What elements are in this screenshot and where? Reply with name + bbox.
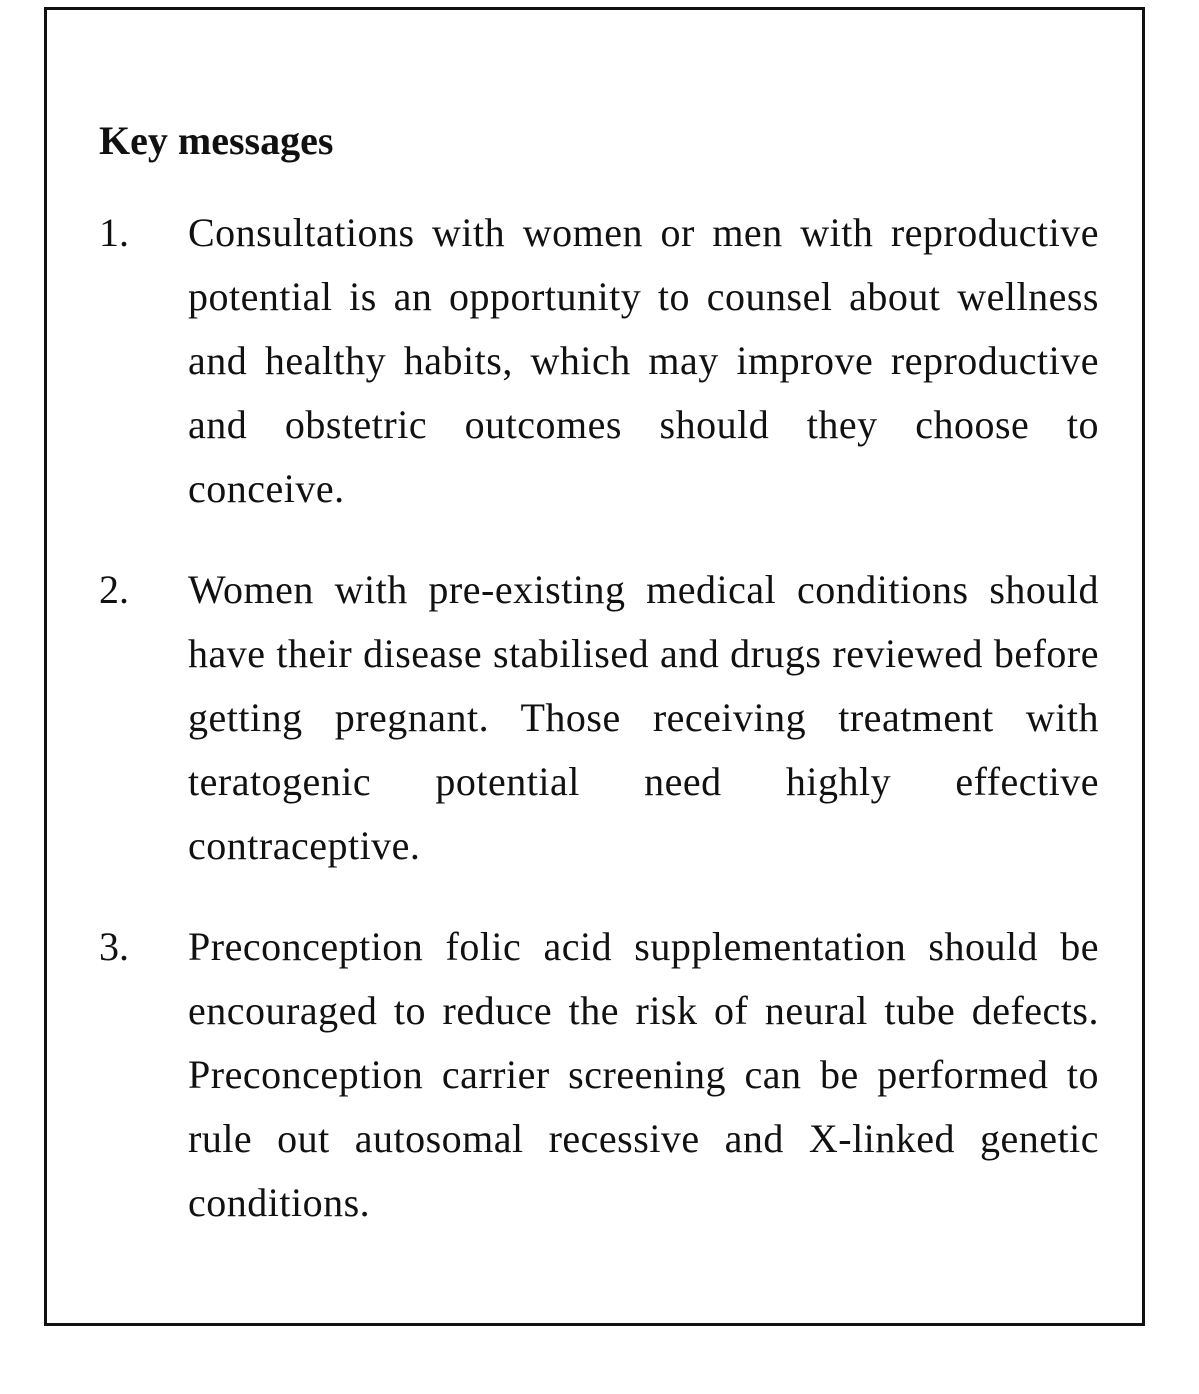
list-item-text: Women with pre-existing medical conditions should have their disease stabilised and drugs reviewed before getting pregnant. Those receiving treatment with teratogenic potential need highly effective contraceptive. xyxy=(188,567,1099,868)
list-item-number: 2. xyxy=(99,567,129,612)
list-item-text: Preconception folic acid supplementation should be encouraged to reduce the risk of neural tube defects. Preconception carrier screening can be performed to rule out autosomal recessive and X-linked genetic conditions. xyxy=(188,924,1099,1225)
list-item xyxy=(99,558,1099,878)
key-messages-list xyxy=(99,201,1099,1272)
list-item xyxy=(99,915,1099,1235)
key-messages-box xyxy=(44,7,1145,1326)
list-item-text: Consultations with women or men with reproductive potential is an opportunity to counsel about wellness and healthy habits, which may improve reproductive and obstetric outcomes should they choose to conceive. xyxy=(188,210,1099,511)
list-item xyxy=(99,201,1099,521)
list-item-number: 3. xyxy=(99,924,129,969)
list-item-number: 1. xyxy=(99,210,129,255)
key-messages-heading: Key messages xyxy=(99,118,334,163)
